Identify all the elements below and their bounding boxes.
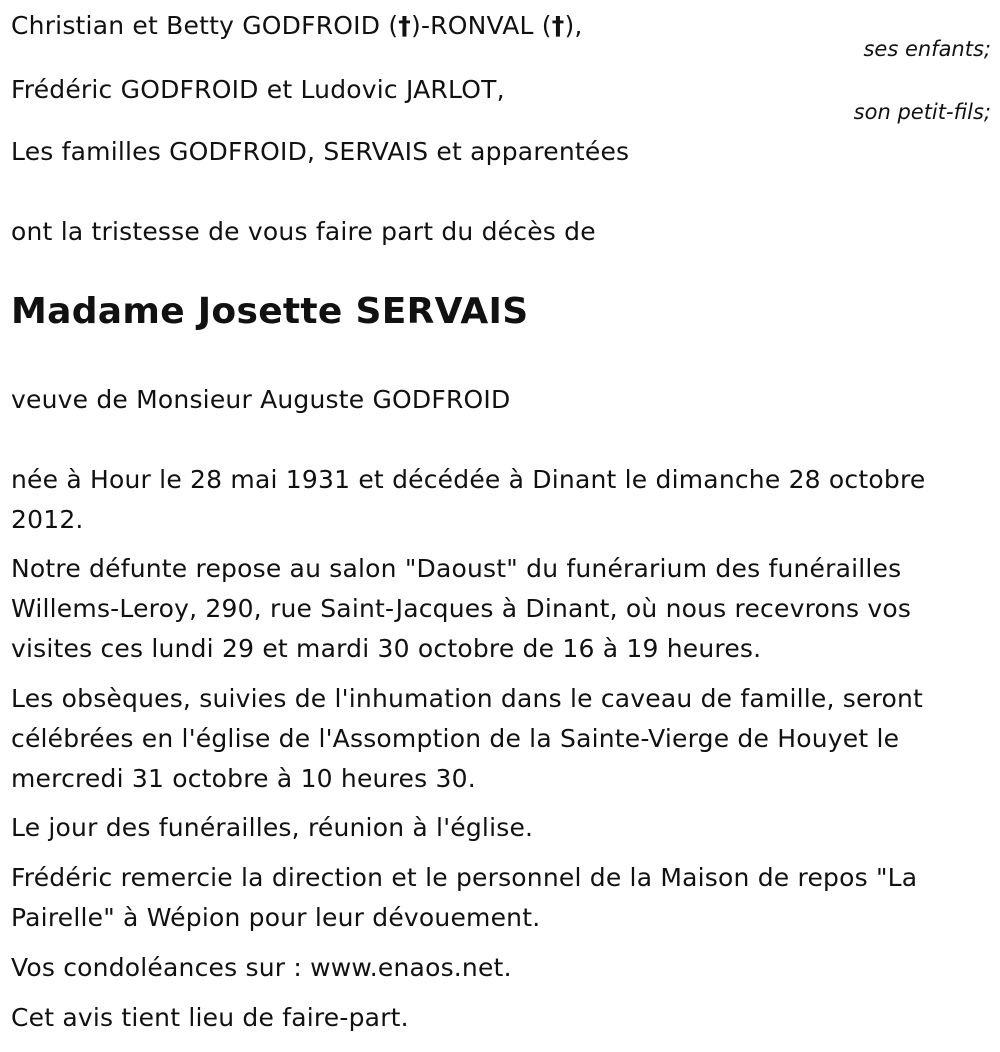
children-text-middle: )-RONVAL ( [410,11,552,40]
children-line [11,6,583,46]
deceased-name: Madame Josette SERVAIS [11,291,529,332]
grandson-line: Frédéric GODFROID et Ludovic JARLOT, [11,75,505,104]
condolences-paragraph: Vos condoléances sur : www.enaos.net. [11,953,512,982]
thanks-paragraph: Frédéric remercie la direction et le personnel de la Maison de repos "La Pairelle" à Wépion pour leur dévouement. [11,863,918,932]
children-text-start: Christian et Betty GODFROID ( [11,11,399,40]
cross-icon: † [551,11,565,40]
intro-line: ont la tristesse de vous faire part du décès de [11,217,596,246]
cross-icon: † [398,11,411,40]
families-line: Les familles GODFROID, SERVAIS et apparentées [11,137,630,166]
funeral-paragraph: Les obsèques, suivies de l'inhumation dans le caveau de famille, seront célébrées en l'église de l'Assomption de la Sainte-Vierge de Houyet le mercredi 31 octobre à 10 heures 30. [11,684,924,793]
meeting-paragraph: Le jour des funérailles, réunion à l'église. [11,813,534,842]
spouse-line: veuve de Monsieur Auguste GODFROID [11,385,511,414]
children-text-end: ), [564,11,583,40]
visitation-paragraph: Notre défunte repose au salon "Daoust" du funérarium des funérailles Willems-Leroy, 290, rue Saint-Jacques à Dinant, où nous recevrons vos visites ces lundi 29 et mardi 30 octobre de 16 à 19 heures. [11,554,912,663]
closing-paragraph: Cet avis tient lieu de faire-part. [11,1003,409,1032]
birth-death-paragraph: née à Hour le 28 mai 1931 et décédée à Dinant le dimanche 28 octobre 2012. [11,465,926,534]
children-role: ses enfants; [863,37,991,61]
grandson-role: son petit-fils; [853,100,991,124]
